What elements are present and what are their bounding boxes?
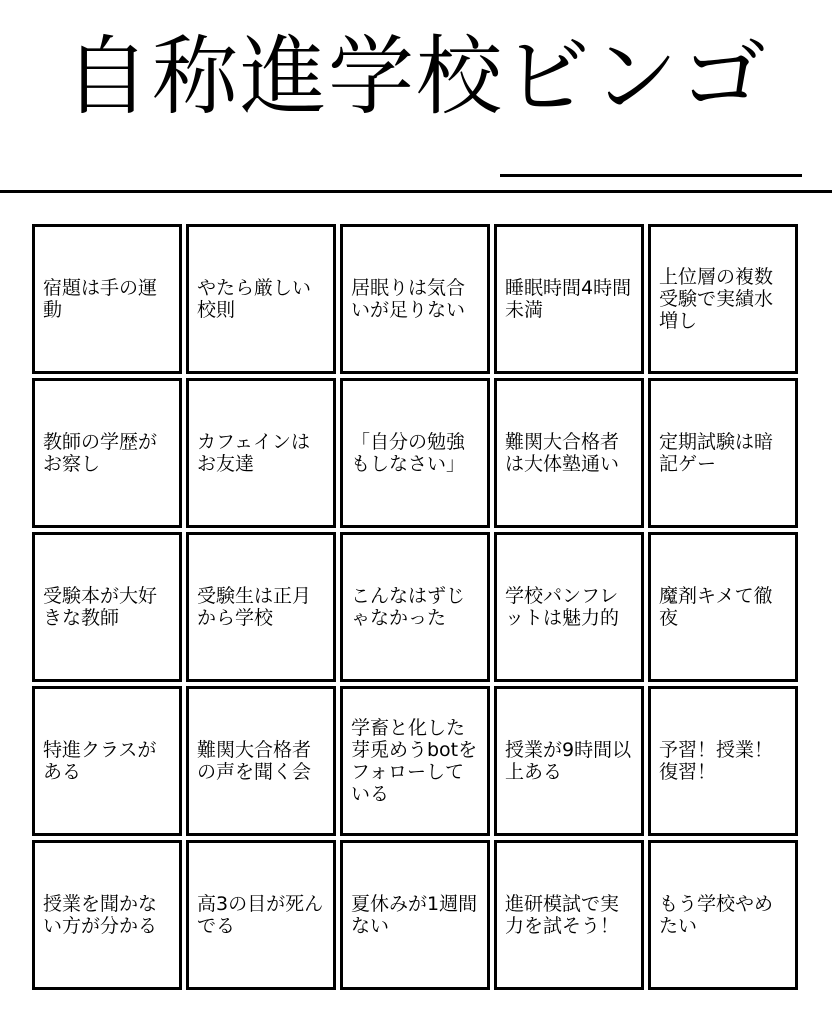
bingo-cell[interactable]: [186, 224, 336, 374]
name-underline: [500, 174, 802, 177]
bingo-cell[interactable]: [648, 532, 798, 682]
bingo-cell[interactable]: [494, 224, 644, 374]
bingo-cell-text: 学校パンフレットは魅力的: [505, 585, 620, 629]
page-title: 自称進学校ビンゴ: [64, 27, 768, 127]
bingo-cell[interactable]: [186, 532, 336, 682]
bingo-grid: [32, 224, 802, 994]
bingo-cell-text: 居眠りは気合いが足りない: [351, 277, 466, 321]
bingo-cell[interactable]: [32, 532, 182, 682]
bingo-cell[interactable]: [186, 840, 336, 990]
bingo-cell-text: カフェインはお友達: [197, 431, 311, 475]
bingo-cell-text: 授業が9時間以上ある: [505, 739, 632, 783]
bingo-cell[interactable]: [648, 840, 798, 990]
bingo-cell-text: 学畜と化した芽兎めうbotをフォローしている: [351, 717, 478, 805]
bingo-cell-text: 夏休みが1週間ない: [351, 893, 478, 937]
bingo-cell[interactable]: [340, 532, 490, 682]
bingo-cell-text: 高3の目が死んでる: [197, 893, 324, 937]
bingo-cell-text: やたら厳しい校則: [197, 277, 312, 321]
bingo-cell-text: もう学校やめたい: [659, 893, 774, 937]
bingo-cell[interactable]: [32, 378, 182, 528]
bingo-cell-text: 睡眠時間4時間未満: [505, 277, 632, 321]
bingo-cell[interactable]: [340, 840, 490, 990]
bingo-cell[interactable]: [648, 378, 798, 528]
bingo-cell[interactable]: [494, 532, 644, 682]
bingo-cell-text: 進研模試で実力を試そう！: [505, 893, 620, 937]
bingo-cell-text: 授業を聞かない方が分かる: [43, 893, 158, 937]
bingo-cell-text: 上位層の複数受験で実績水増し: [659, 266, 774, 332]
bingo-cell-text: 「自分の勉強もしなさい」: [351, 431, 466, 475]
bingo-cell-text: こんなはずじゃなかった: [351, 585, 466, 629]
bingo-cell[interactable]: [340, 378, 490, 528]
bingo-cell[interactable]: [494, 378, 644, 528]
bingo-cell-text: 受験生は正月から学校: [197, 585, 312, 629]
bingo-cell-text: 定期試験は暗記ゲー: [659, 431, 774, 475]
bingo-cell[interactable]: [186, 378, 336, 528]
bingo-cell[interactable]: [648, 686, 798, 836]
header-divider: [0, 190, 832, 193]
bingo-cell[interactable]: [32, 840, 182, 990]
bingo-cell[interactable]: [494, 686, 644, 836]
bingo-cell[interactable]: [648, 224, 798, 374]
bingo-cell[interactable]: [186, 686, 336, 836]
bingo-cell-text: 魔剤キメて徹夜: [659, 585, 773, 629]
bingo-cell[interactable]: [340, 224, 490, 374]
bingo-cell-text: 特進クラスがある: [43, 739, 157, 783]
bingo-cell-text: 教師の学歴がお察し: [43, 431, 158, 475]
bingo-cell-text: 難関大合格者は大体塾通い: [505, 431, 620, 475]
bingo-cell-text: 予習！授業！復習！: [659, 739, 774, 783]
bingo-cell-text: 受験本が大好きな教師: [43, 585, 158, 629]
bingo-cell-text: 難関大合格者の声を聞く会: [197, 739, 312, 783]
bingo-cell[interactable]: [494, 840, 644, 990]
bingo-cell[interactable]: [32, 224, 182, 374]
bingo-cell[interactable]: [340, 686, 490, 836]
bingo-cell-text: 宿題は手の運動: [43, 277, 158, 321]
bingo-cell[interactable]: [32, 686, 182, 836]
